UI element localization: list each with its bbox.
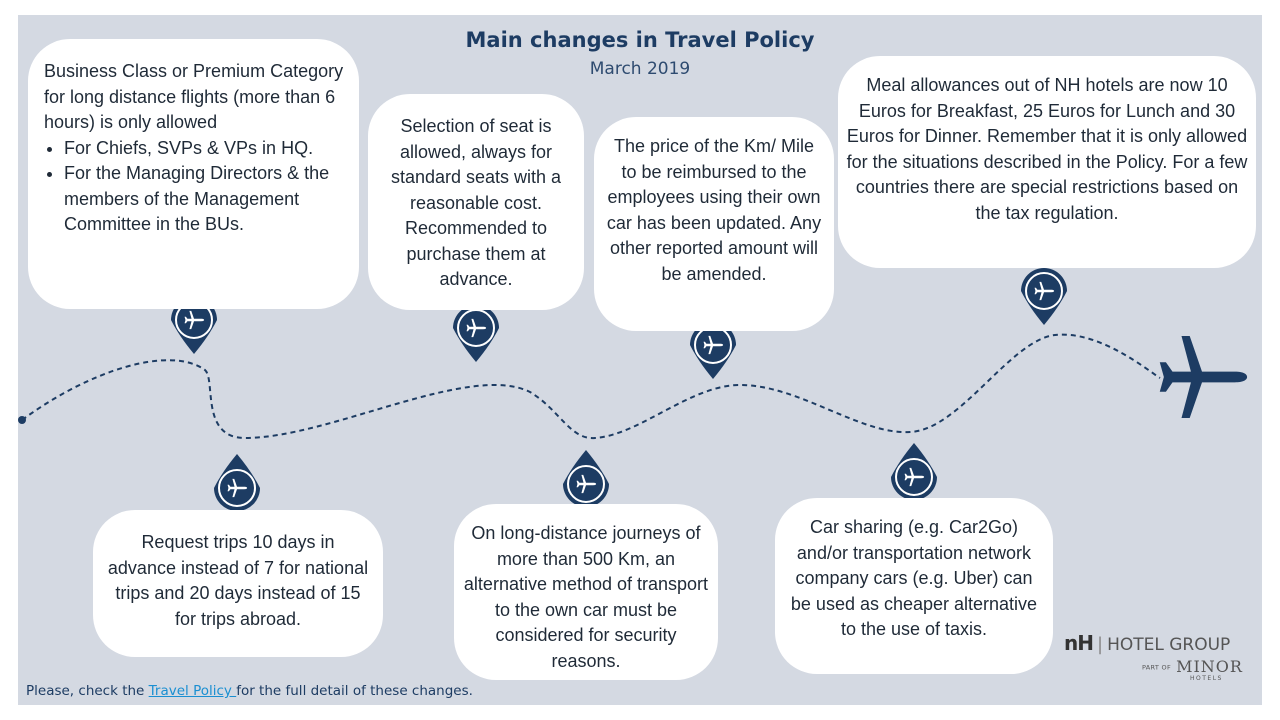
bubble-business-class-list <box>44 136 349 238</box>
route-start-dot <box>18 416 26 424</box>
bubble-request-trips-text: Request trips 10 days in advance instead of 7 for national trips and 20 days instead of 15 for trips abroad. <box>107 532 369 629</box>
bubble-business-class <box>28 39 359 309</box>
airplane-pin-icon <box>891 443 937 500</box>
footer-note <box>26 683 473 699</box>
bubble-seat-selection-text: Selection of seat is allowed, always for standard seats with a reasonable cost. Recommended to purchase them at advance. <box>390 116 562 289</box>
bubble-km-price-text: The price of the Km/ Mile to be reimbursed to the employees using their own car has been updated. Any other reported amount will be amended. <box>606 136 822 284</box>
bubble-long-distance-text: On long-distance journeys of more than 500 Km, an alternative method of transport to the own car must be considered for security reasons. <box>463 523 709 671</box>
logo-separator: | <box>1096 634 1104 655</box>
bubble-seat-selection <box>368 94 584 310</box>
footer-prefix: Please, check the <box>26 683 149 699</box>
logo-hotel-group: HOTEL GROUP <box>1107 635 1231 655</box>
logo-minor: MINOR <box>1176 657 1243 676</box>
list-item: • For Chiefs, SVPs & VPs in HQ. <box>64 136 349 162</box>
travel-policy-link[interactable]: Travel Policy <box>148 683 237 699</box>
airplane-icon <box>1160 336 1247 418</box>
bubble-meal-allowance-text: Meal allowances out of NH hotels are now 10 Euros for Breakfast, 25 Euros for Lunch and 30 Euros for Dinner. Remember that it is only allowed for the situations described in the Policy. For a few countries there are special restrictions based on the tax regulation. <box>846 75 1248 223</box>
bubble-meal-allowance <box>838 56 1256 268</box>
airplane-pin-icon <box>563 450 609 507</box>
bubble-car-sharing-text: Car sharing (e.g. Car2Go) and/or transportation network company cars (e.g. Uber) can be used as cheaper alternative to the use of taxis. <box>790 517 1038 639</box>
airplane-pin-icon <box>214 454 260 511</box>
airplane-pin-icon <box>453 305 499 362</box>
airplane-pin-icon <box>1021 268 1067 325</box>
bubble-car-sharing <box>775 498 1053 674</box>
logo-part-of: PART OF <box>1142 663 1171 672</box>
bubble-business-class-intro: Business Class or Premium Category for long distance flights (more than 6 hours) is only allowed <box>44 61 344 132</box>
nh-hotel-group-logo <box>1064 631 1230 655</box>
minor-hotels-logo <box>1142 657 1243 682</box>
bubble-request-trips <box>93 510 383 657</box>
footer-suffix: for the full detail of these changes. <box>236 683 473 699</box>
bubble-km-price <box>594 117 834 331</box>
nh-logo-mark: nH <box>1064 631 1093 655</box>
page-subtitle: March 2019 <box>589 59 691 79</box>
list-item: • For the Managing Directors & the members of the Management Committee in the BUs. <box>64 161 349 238</box>
logo-hotels: HOTELS <box>1190 675 1223 682</box>
page-title: Main changes in Travel Policy <box>465 28 815 52</box>
bubble-long-distance <box>454 504 718 680</box>
